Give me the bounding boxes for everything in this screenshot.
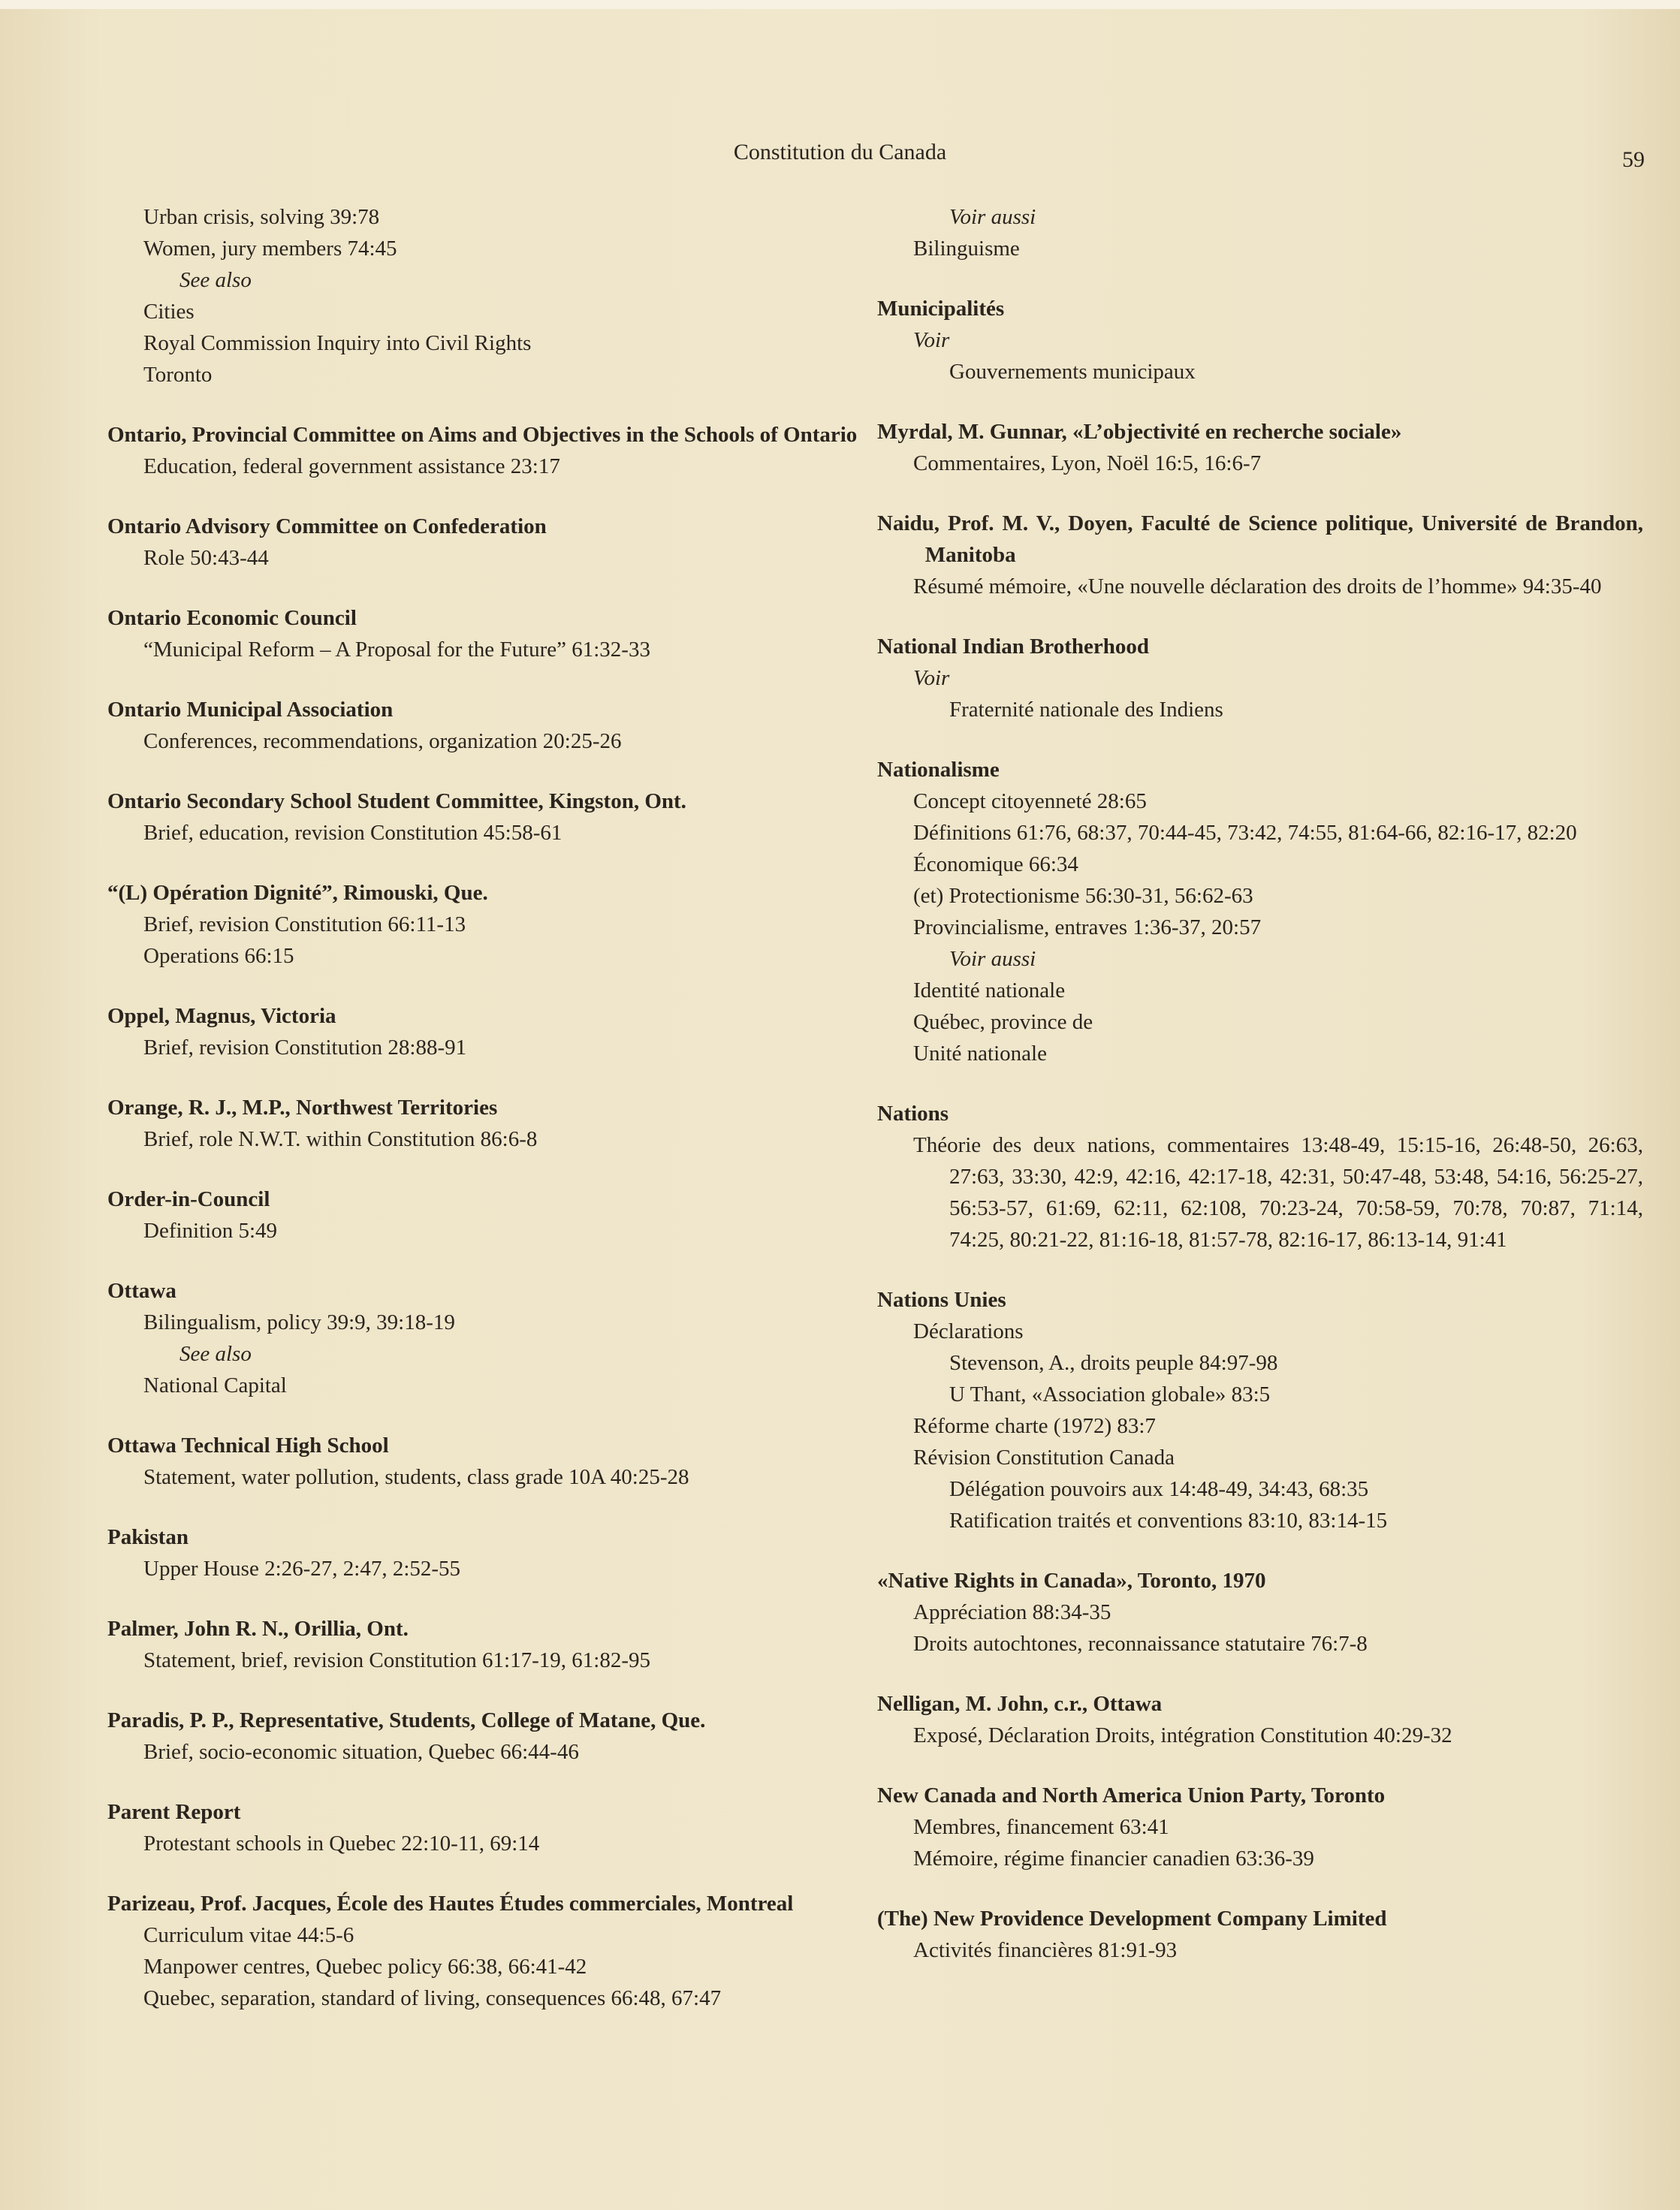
subentry-line: Manpower centres, Quebec policy 66:38, 66:41-42 [143, 1955, 587, 1979]
index-entry [877, 508, 1643, 602]
cross-reference-label: See also [179, 1342, 252, 1366]
entry-heading: Ontario Secondary School Student Committee, Kingston, Ont. [107, 789, 686, 813]
subentry-line: Bilinguisme [913, 237, 1020, 261]
subentry-line: Protestant schools in Quebec 22:10-11, 69:14 [143, 1832, 540, 1856]
subentry-line: Fraternité nationale des Indiens [949, 698, 1223, 722]
index-entry [107, 1430, 866, 1493]
subentry-line: Cities [143, 300, 195, 324]
index-entry [877, 1688, 1643, 1751]
subentry-line: Résumé mémoire, «Une nouvelle déclaration des droits de l’homme» 94:35-40 [913, 574, 1602, 598]
index-entry [877, 416, 1643, 479]
subentry-line: Women, jury members 74:45 [143, 237, 397, 261]
subentry-line: Mémoire, régime financier canadien 63:36-39 [913, 1847, 1314, 1871]
index-entry [107, 1092, 866, 1155]
subentry-line: Stevenson, A., droits peuple 84:97-98 [949, 1351, 1278, 1375]
entry-heading: Naidu, Prof. M. V., Doyen, Faculté de Science politique, Université de Brandon, Manitoba [877, 511, 1643, 567]
index-entry [107, 694, 866, 757]
subentry-line: Education, federal government assistance 23:17 [143, 454, 560, 478]
subentry-line: Statement, water pollution, students, class grade 10A 40:25-28 [143, 1465, 689, 1489]
cross-reference-label: Voir aussi [949, 205, 1036, 229]
subentry-line: Révision Constitution Canada [913, 1446, 1175, 1470]
index-entry [877, 1098, 1643, 1256]
subentry-line: Unité nationale [913, 1042, 1047, 1066]
subentry-line: Toronto [143, 363, 213, 387]
subentry-line: National Capital [143, 1373, 287, 1397]
index-entry [877, 1565, 1643, 1660]
entry-heading: Ontario Economic Council [107, 606, 357, 630]
subentry-line: Brief, education, revision Constitution 45:58-61 [143, 821, 563, 845]
index-entry [877, 631, 1643, 725]
index-entry [877, 201, 1643, 264]
index-entry [877, 293, 1643, 387]
index-column-left [107, 201, 866, 2043]
subentry-line: Théorie des deux nations, commentaires 13:48-49, 15:15-16, 26:48-50, 26:63, 27:63, 33:30, 42:9, 42:16, 42:17-18, 42:31, 50:47-48, 53:48, 54:16, 56:25-27, 56:53-57, 61:69, 62:11, 62:108, 70:23-24, 70:58-59, 70:78, 70:87, 71:14, 74:25, 80:21-22, 81:16-18, 81:57-78, 82:16-17, 86:13-14, 91:41 [913, 1133, 1643, 1252]
entry-heading: Myrdal, M. Gunnar, «L’objectivité en recherche sociale» [877, 420, 1402, 444]
subentry-line: Royal Commission Inquiry into Civil Rights [143, 331, 532, 355]
subentry-line: Role 50:43-44 [143, 546, 269, 570]
index-entry [107, 1521, 866, 1584]
entry-heading: Ottawa Technical High School [107, 1434, 389, 1458]
scan-top-edge [0, 0, 1680, 9]
index-entry [877, 1903, 1643, 1966]
index-entry [107, 602, 866, 665]
subentry-line: Québec, province de [913, 1010, 1093, 1034]
subentry-line: Activités financières 81:91-93 [913, 1938, 1178, 1962]
subentry-line: Brief, socio-economic situation, Quebec 66:44-46 [143, 1740, 579, 1764]
index-entry [107, 1796, 866, 1859]
subentry-line: Gouvernements municipaux [949, 360, 1196, 384]
subentry-line: Conferences, recommendations, organization 20:25-26 [143, 729, 622, 753]
entry-heading: Nations Unies [877, 1288, 1006, 1312]
cross-reference-label: Voir [913, 328, 950, 352]
subentry-line: Commentaires, Lyon, Noël 16:5, 16:6-7 [913, 451, 1262, 475]
entry-heading: “(L) Opération Dignité”, Rimouski, Que. [107, 881, 488, 905]
entry-heading: Nationalisme [877, 758, 1000, 782]
index-entry [107, 877, 866, 972]
subentry-line: Quebec, separation, standard of living, consequences 66:48, 67:47 [143, 1986, 722, 2010]
cross-reference-label: See also [179, 268, 252, 292]
entry-heading: Pakistan [107, 1525, 189, 1549]
entry-heading: «Native Rights in Canada», Toronto, 1970 [877, 1569, 1266, 1593]
index-entry [877, 1780, 1643, 1874]
index-entry [107, 785, 866, 849]
subentry-line: Ratification traités et conventions 83:10, 83:14-15 [949, 1509, 1388, 1533]
subentry-line: Économique 66:34 [913, 852, 1078, 876]
index-entry [877, 754, 1643, 1069]
entry-heading: Parent Report [107, 1800, 241, 1824]
subentry-line: Identité nationale [913, 978, 1066, 1002]
index-column-right [877, 201, 1643, 1994]
entry-heading: Ontario Advisory Committee on Confederation [107, 514, 547, 538]
index-entry [107, 1000, 866, 1063]
subentry-line: Brief, revision Constitution 28:88-91 [143, 1036, 467, 1060]
entry-heading: Nations [877, 1102, 949, 1126]
page-number: 59 [1622, 147, 1645, 172]
subentry-line: “Municipal Reform – A Proposal for the Future” 61:32-33 [143, 638, 650, 662]
subentry-line: Définitions 61:76, 68:37, 70:44-45, 73:42, 74:55, 81:64-66, 82:16-17, 82:20 [913, 821, 1577, 845]
entry-heading: Ontario, Provincial Committee on Aims and Objectives in the Schools of Ontario [107, 423, 858, 447]
entry-heading: Nelligan, M. John, c.r., Ottawa [877, 1692, 1163, 1716]
index-entry [107, 1183, 866, 1247]
index-entry [107, 419, 866, 482]
index-entry [877, 1284, 1643, 1536]
entry-heading: New Canada and North America Union Party, Toronto [877, 1783, 1386, 1807]
subentry-line: Appréciation 88:34-35 [913, 1600, 1111, 1624]
subentry-line: Statement, brief, revision Constitution 61:17-19, 61:82-95 [143, 1648, 650, 1672]
index-entry [107, 1888, 866, 2014]
entry-heading: Municipalités [877, 297, 1005, 321]
subentry-line: Definition 5:49 [143, 1219, 278, 1243]
entry-heading: Ontario Municipal Association [107, 698, 394, 722]
subentry-line: Urban crisis, solving 39:78 [143, 205, 380, 229]
subentry-line: Brief, role N.W.T. within Constitution 86:6-8 [143, 1127, 538, 1151]
cross-reference-label: Voir aussi [949, 947, 1036, 971]
entry-heading: Orange, R. J., M.P., Northwest Territories [107, 1096, 498, 1120]
entry-heading: National Indian Brotherhood [877, 635, 1150, 659]
entry-heading: Order-in-Council [107, 1187, 270, 1211]
subentry-line: Provincialisme, entraves 1:36-37, 20:57 [913, 915, 1262, 939]
index-entry [107, 1613, 866, 1676]
subentry-line: Brief, revision Constitution 66:11-13 [143, 912, 466, 936]
subentry-line: Curriculum vitae 44:5-6 [143, 1923, 354, 1947]
running-title: Constitution du Canada [733, 140, 947, 164]
entry-heading: Oppel, Magnus, Victoria [107, 1004, 336, 1028]
index-entry [107, 1275, 866, 1401]
subentry-line: U Thant, «Association globale» 83:5 [949, 1382, 1271, 1407]
subentry-line: Délégation pouvoirs aux 14:48-49, 34:43, 68:35 [949, 1477, 1369, 1501]
subentry-line: Concept citoyenneté 28:65 [913, 789, 1147, 813]
entry-heading: Palmer, John R. N., Orillia, Ont. [107, 1617, 409, 1641]
entry-heading: Paradis, P. P., Representative, Students, College of Matane, Que. [107, 1708, 706, 1732]
subentry-line: Membres, financement 63:41 [913, 1815, 1169, 1839]
subentry-line: Bilingualism, policy 39:9, 39:18-19 [143, 1310, 455, 1334]
index-entry [107, 511, 866, 574]
subentry-line: Réforme charte (1972) 83:7 [913, 1414, 1156, 1438]
cross-reference-label: Voir [913, 666, 950, 690]
subentry-line: Operations 66:15 [143, 944, 294, 968]
subentry-line: Exposé, Déclaration Droits, intégration Constitution 40:29-32 [913, 1723, 1452, 1747]
subentry-line: (et) Protectionisme 56:30-31, 56:62-63 [913, 884, 1253, 908]
entry-heading: Parizeau, Prof. Jacques, École des Hautes Études commerciales, Montreal [107, 1892, 794, 1916]
entry-heading: Ottawa [107, 1279, 176, 1303]
subentry-line: Déclarations [913, 1319, 1024, 1343]
subentry-line: Droits autochtones, reconnaissance statutaire 76:7-8 [913, 1632, 1368, 1656]
subentry-line: Upper House 2:26-27, 2:47, 2:52-55 [143, 1557, 461, 1581]
index-entry [107, 1705, 866, 1768]
entry-heading: (The) New Providence Development Company Limited [877, 1907, 1387, 1931]
index-entry [107, 201, 866, 390]
